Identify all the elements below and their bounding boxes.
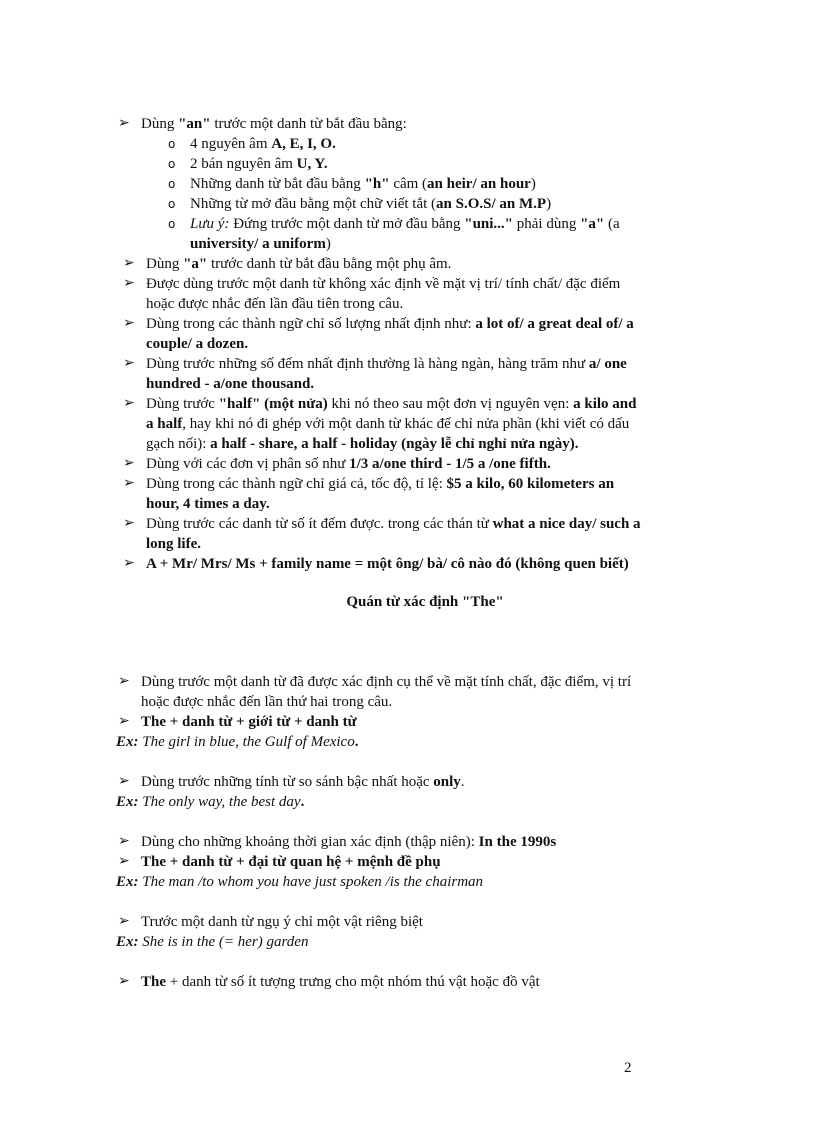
the-item: Dùng cho những khoảng thời gian xác định (thập niên): In the 1990s (141, 834, 557, 850)
a-item: Dùng "a" trước danh từ bắt đầu bằng một phụ âm. (146, 256, 452, 272)
an-note: Lưu ý: Đứng trước một danh từ mở đầu bằng "uni..." phải dùng "a" (a (190, 216, 620, 232)
example-line: Ex: The man /to whom you have just spoken /is the chairman (116, 874, 484, 890)
a-item: Dùng trong các thành ngữ chỉ giá cả, tốc độ, tỉ lệ: $5 a kilo, 60 kilometers an (146, 476, 615, 492)
the-item: Trước một danh từ ngụ ý chỉ một vật riêng biệt (141, 914, 423, 930)
circle-bullet-icon: o (168, 197, 176, 211)
a-item: Dùng trước "half" (một nửa) khi nó theo sau một đơn vị nguyên vẹn: a kilo and (146, 396, 637, 412)
arrow-bullet-icon: ➢ (123, 276, 135, 291)
arrow-bullet-icon: ➢ (118, 774, 130, 789)
a-item: A + Mr/ Mrs/ Ms + family name = một ông/ bà/ cô nào đó (không quen biết) (146, 556, 629, 572)
an-sub-item: 2 bán nguyên âm U, Y. (190, 156, 328, 172)
an-sub-item: Những danh từ bắt đầu bằng "h" câm (an heir/ an hour) (190, 176, 536, 192)
the-item: The + danh từ số ít tượng trưng cho một nhóm thú vật hoặc đồ vật (141, 974, 540, 990)
arrow-bullet-icon: ➢ (118, 674, 130, 689)
arrow-bullet-icon: ➢ (118, 834, 130, 849)
arrow-bullet-icon: ➢ (123, 256, 135, 271)
example-line: Ex: The only way, the best day. (116, 794, 305, 810)
circle-bullet-icon: o (168, 137, 176, 151)
section-heading: Quán từ xác định "The" (346, 594, 504, 610)
arrow-bullet-icon: ➢ (123, 356, 135, 371)
a-item: Dùng với các đơn vị phân số như 1/3 a/one third - 1/5 a /one fifth. (146, 456, 551, 472)
an-note-cont: university/ a uniform) (190, 236, 331, 252)
a-item-cont: hour, 4 times a day. (146, 496, 270, 512)
an-sub-item: Những từ mở đầu bằng một chữ viết tắt (an S.O.S/ an M.P) (190, 196, 552, 212)
a-item-cont: long life. (146, 536, 201, 552)
example-line: Ex: The girl in blue, the Gulf of Mexico. (116, 734, 359, 750)
the-item: Dùng trước những tính từ so sánh bậc nhất hoặc only. (141, 774, 465, 790)
the-item: Dùng trước một danh từ đã được xác định cụ thể về mặt tính chất, đặc điểm, vị trí (141, 674, 632, 690)
circle-bullet-icon: o (168, 217, 176, 231)
arrow-bullet-icon: ➢ (118, 714, 130, 729)
arrow-bullet-icon: ➢ (118, 974, 130, 989)
page-number: 2 (624, 1060, 632, 1076)
arrow-bullet-icon: ➢ (118, 914, 130, 929)
a-item-cont: a half, hay khi nó đi ghép với một danh từ khác để chỉ nửa phần (khi viết có dấu (146, 416, 630, 432)
a-item: Dùng trước những số đếm nhất định thường là hàng ngàn, hàng trăm như a/ one (146, 356, 627, 372)
arrow-bullet-icon: ➢ (118, 854, 130, 869)
arrow-bullet-icon: ➢ (123, 516, 135, 531)
the-item: The + danh từ + đại từ quan hệ + mệnh đề phụ (141, 854, 441, 870)
a-item-cont: hoặc được nhắc đến lần đầu tiên trong câu. (146, 296, 404, 312)
arrow-bullet-icon: ➢ (118, 116, 130, 131)
an-sub-item: 4 nguyên âm A, E, I, O. (190, 136, 336, 152)
a-item: Dùng trước các danh từ số ít đếm được. trong các thán từ what a nice day/ such a (146, 516, 641, 532)
a-item-cont: couple/ a dozen. (146, 336, 249, 352)
circle-bullet-icon: o (168, 157, 176, 171)
arrow-bullet-icon: ➢ (123, 476, 135, 491)
a-item: Dùng trong các thành ngữ chỉ số lượng nhất định như: a lot of/ a great deal of/ a (146, 316, 634, 332)
the-item-cont: hoặc được nhắc đến lần thứ hai trong câu. (141, 694, 393, 710)
arrow-bullet-icon: ➢ (123, 456, 135, 471)
the-item: The + danh từ + giới từ + danh từ (141, 714, 357, 730)
arrow-bullet-icon: ➢ (123, 316, 135, 331)
a-item-cont: gạch nối): a half - share, a half - holiday (ngày lễ chỉ nghỉ nửa ngày). (146, 436, 579, 452)
an-intro: Dùng "an" trước một danh từ bắt đầu bằng: (141, 116, 407, 132)
example-line: Ex: She is in the (= her) garden (116, 934, 309, 950)
arrow-bullet-icon: ➢ (123, 556, 135, 571)
a-item-cont: hundred - a/one thousand. (146, 376, 315, 392)
a-item: Được dùng trước một danh từ không xác định về mặt vị trí/ tính chất/ đặc điểm (146, 276, 621, 292)
arrow-bullet-icon: ➢ (123, 396, 135, 411)
circle-bullet-icon: o (168, 177, 176, 191)
